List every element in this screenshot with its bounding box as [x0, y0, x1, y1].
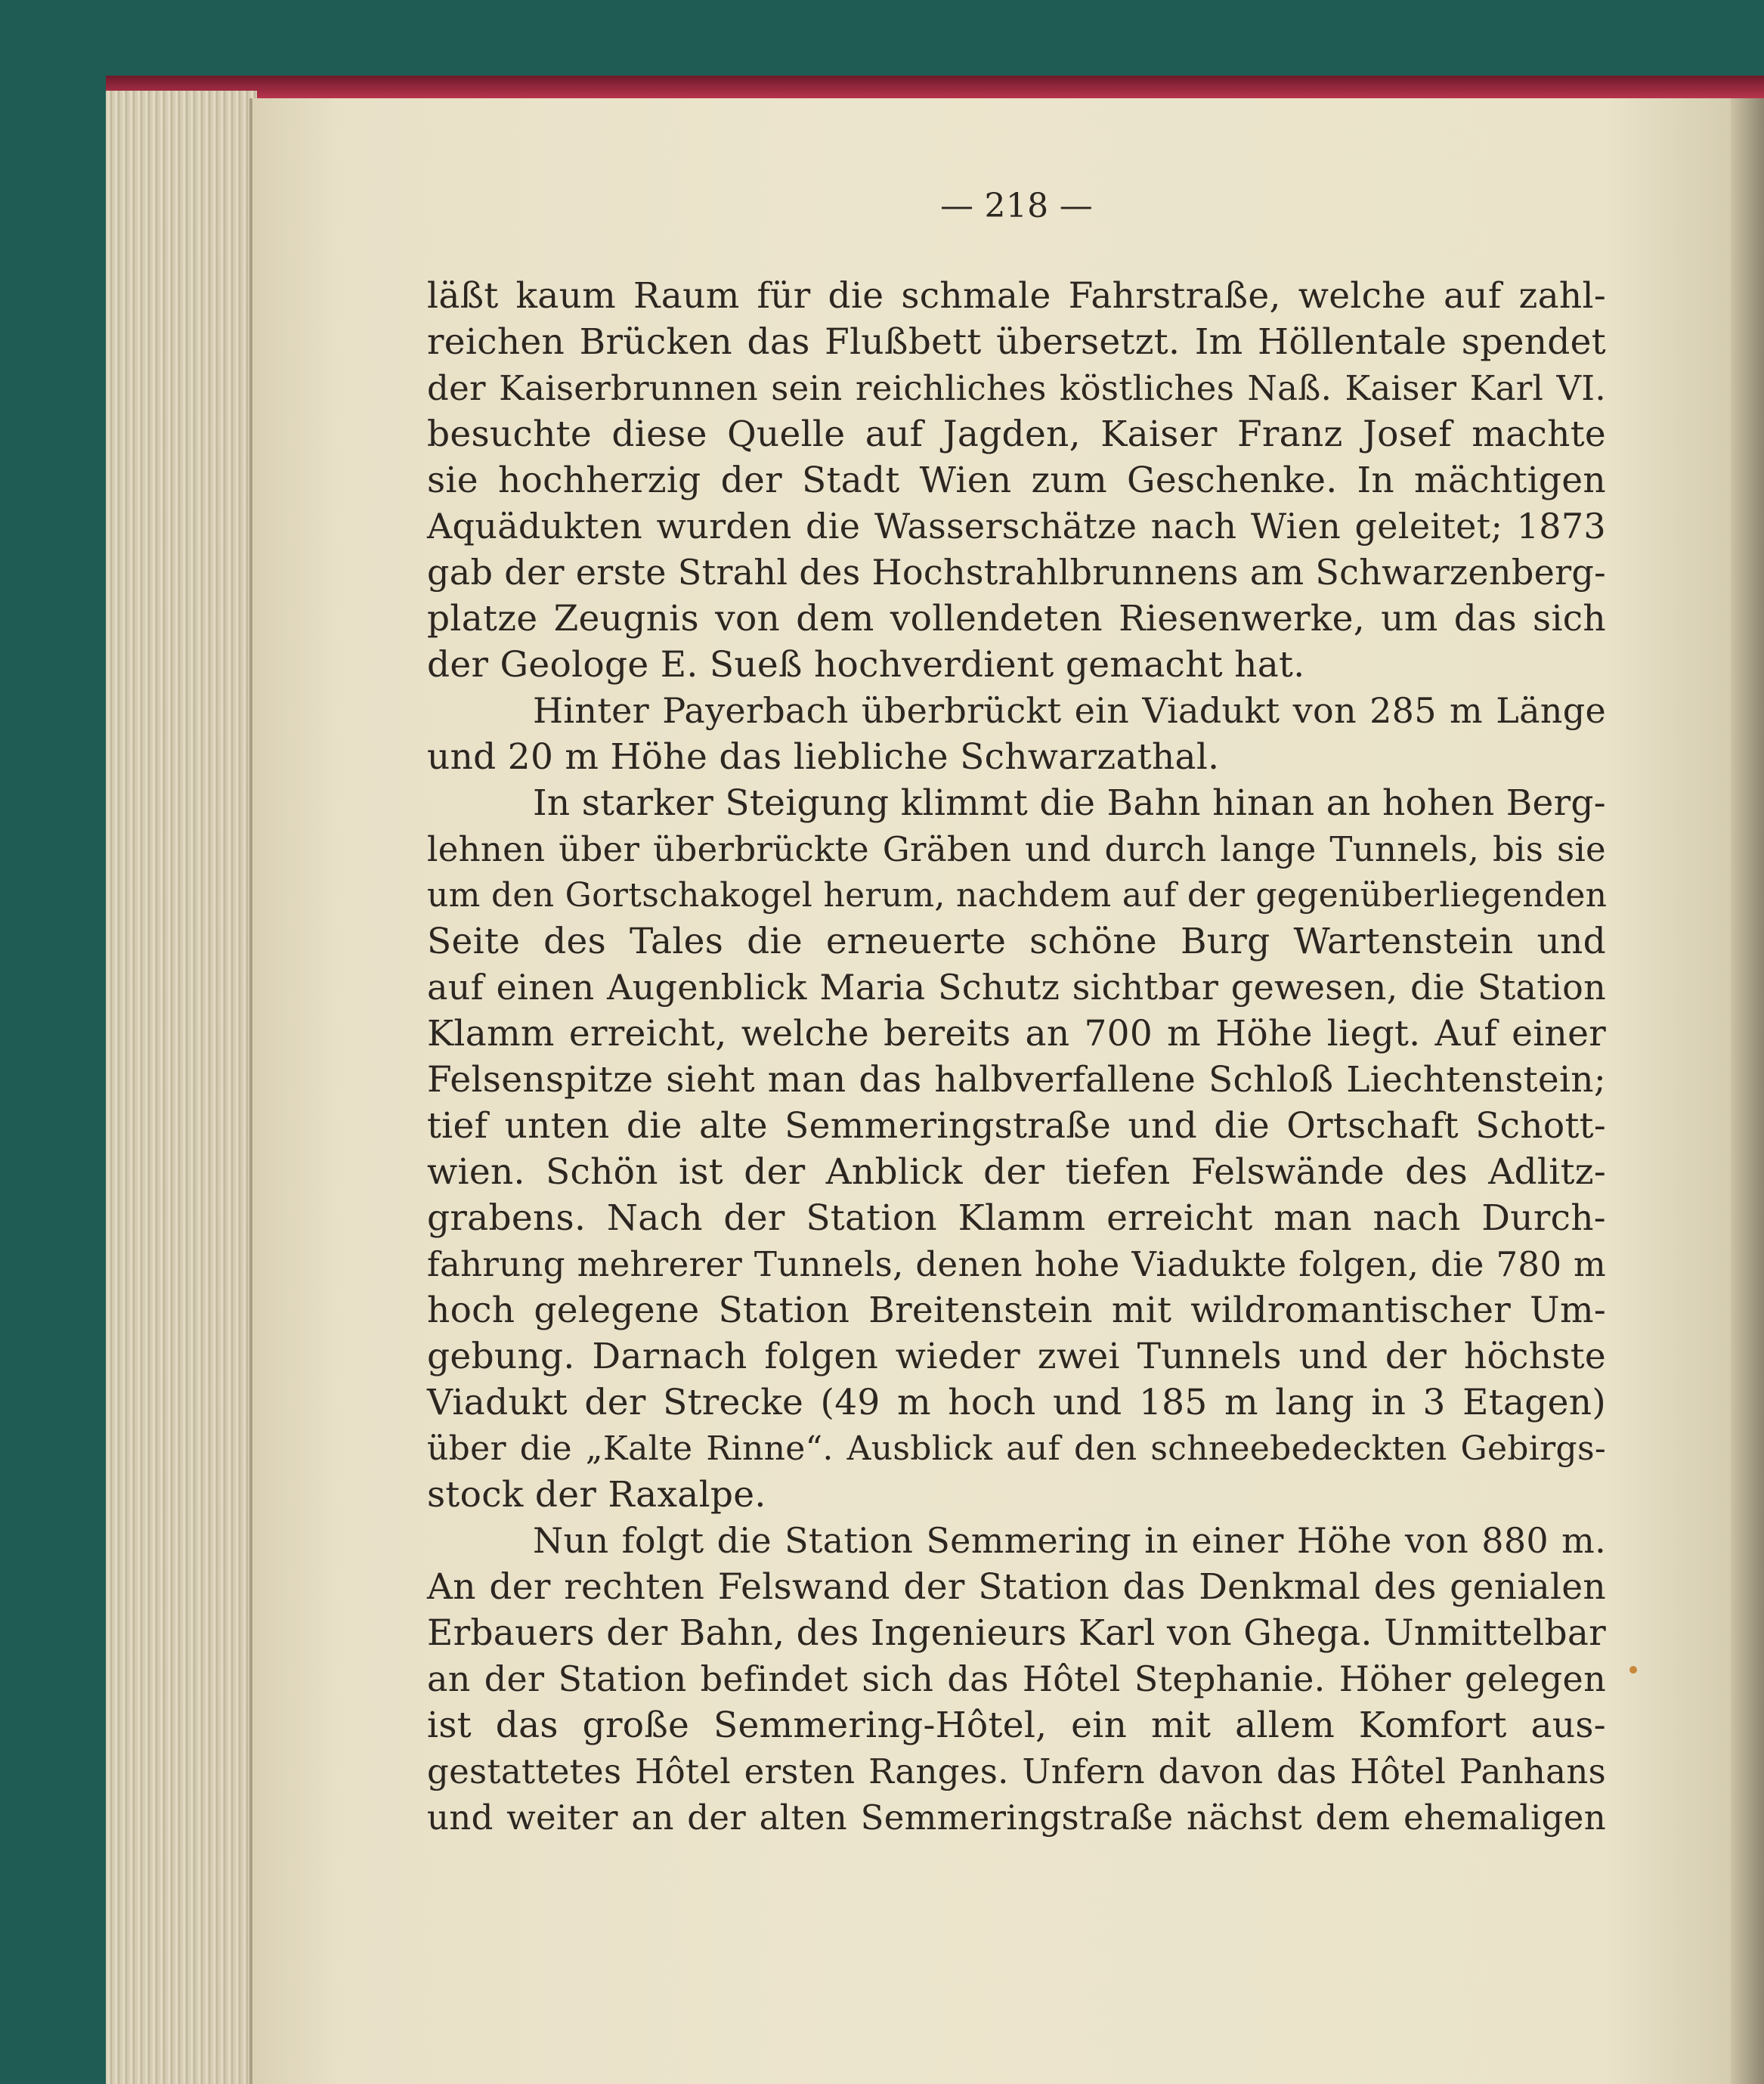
- text-line: Nun folgt die Station Semmering in einer Höhe von 880 m.: [533, 1520, 1606, 1561]
- text-line: wien. Schön ist der Anblick der tiefen Felswände des Adlitz-: [427, 1151, 1606, 1193]
- text-line: ist das große Semmering-Hôtel, ein mit allem Komfort aus-: [427, 1705, 1606, 1746]
- text-line: über die „Kalte Rinne“. Ausblick auf den schneebedeckten Gebirgs-: [427, 1429, 1606, 1468]
- text-line: grabens. Nach der Station Klamm erreicht man nach Durch-: [427, 1197, 1606, 1239]
- text-line: und weiter an der alten Semmeringstraße nächst dem ehemaligen: [427, 1798, 1606, 1838]
- text-line: tief unten die alte Semmeringstraße und die Ortschaft Schott-: [427, 1105, 1606, 1147]
- text-line: gestattetes Hôtel ersten Ranges. Unfern davon das Hôtel Panhans: [427, 1751, 1606, 1791]
- text-line: gab der erste Strahl des Hochstrahlbrunnens am Schwarzenberg-: [427, 552, 1606, 593]
- text-line: hoch gelegene Station Breitenstein mit wildromantischer Um-: [427, 1290, 1606, 1331]
- paragraph-1: [427, 273, 1606, 688]
- text-line: Hinter Payerbach überbrückt ein Viadukt von 285 m Länge: [533, 690, 1606, 731]
- text-line: gebung. Darnach folgen wieder zwei Tunnels und der höchste: [427, 1336, 1606, 1377]
- page-stack-edge: [106, 91, 257, 2084]
- text-line: Viadukt der Strecke (49 m hoch und 185 m lang in 3 Etagen): [427, 1382, 1606, 1423]
- page-gutter: [249, 98, 252, 2084]
- paragraph-2: [427, 688, 1606, 780]
- text-line: um den Gortschakogel herum, nachdem auf der gegenüberliegenden: [427, 876, 1608, 915]
- text-line: sie hochherzig der Stadt Wien zum Geschenke. In mächtigen: [427, 460, 1606, 501]
- ink-spot: [1629, 1666, 1637, 1674]
- paragraph-4: [427, 1518, 1606, 1841]
- paragraph-3: [427, 780, 1606, 1518]
- text-line: und 20 m Höhe das liebliche Schwarzathal.: [427, 736, 1220, 778]
- text-line: läßt kaum Raum für die schmale Fahrstraße, welche auf zahl-: [427, 275, 1606, 317]
- text-line: stock der Raxalpe.: [427, 1474, 766, 1516]
- text-line: Seite des Tales die erneuerte schöne Burg Wartenstein und: [427, 921, 1606, 962]
- text-line: Aquädukten wurden die Wasserschätze nach Wien geleitet; 1873: [427, 506, 1606, 547]
- text-line: der Geologe E. Sueß hochverdient gemacht hat.: [427, 644, 1305, 686]
- page-right-edge: [1731, 98, 1764, 2084]
- page-text: [427, 183, 1606, 1841]
- text-line: In starker Steigung klimmt die Bahn hinan an hohen Berg-: [533, 782, 1606, 824]
- text-line: besuchte diese Quelle auf Jagden, Kaiser Franz Josef machte: [427, 413, 1606, 455]
- text-line: lehnen über überbrückte Gräben und durch lange Tunnels, bis sie: [427, 829, 1606, 869]
- text-line: an der Station befindet sich das Hôtel Stephanie. Höher gelegen: [427, 1658, 1606, 1699]
- text-line: Klamm erreicht, welche bereits an 700 m Höhe liegt. Auf einer: [427, 1013, 1606, 1054]
- book-cover-edge: [106, 76, 1764, 98]
- text-line: Felsenspitze sieht man das halbverfallene Schloß Liechtenstein;: [427, 1059, 1606, 1101]
- text-line: fahrung mehrerer Tunnels, denen hohe Viadukte folgen, die 780 m: [427, 1244, 1606, 1284]
- text-line: Erbauers der Bahn, des Ingenieurs Karl von Ghega. Unmittelbar: [427, 1612, 1606, 1654]
- text-line: platze Zeugnis von dem vollendeten Riesenwerke, um das sich: [427, 598, 1606, 639]
- text-line: der Kaiserbrunnen sein reichliches köstliches Naß. Kaiser Karl VI.: [427, 368, 1606, 408]
- text-line: reichen Brücken das Flußbett übersetzt. Im Höllentale spendet: [427, 321, 1606, 363]
- text-line: auf einen Augenblick Maria Schutz sichtbar gewesen, die Station: [427, 967, 1606, 1008]
- text-line: An der rechten Felswand der Station das Denkmal des genialen: [427, 1566, 1606, 1608]
- page-number: — 218 —: [939, 187, 1094, 225]
